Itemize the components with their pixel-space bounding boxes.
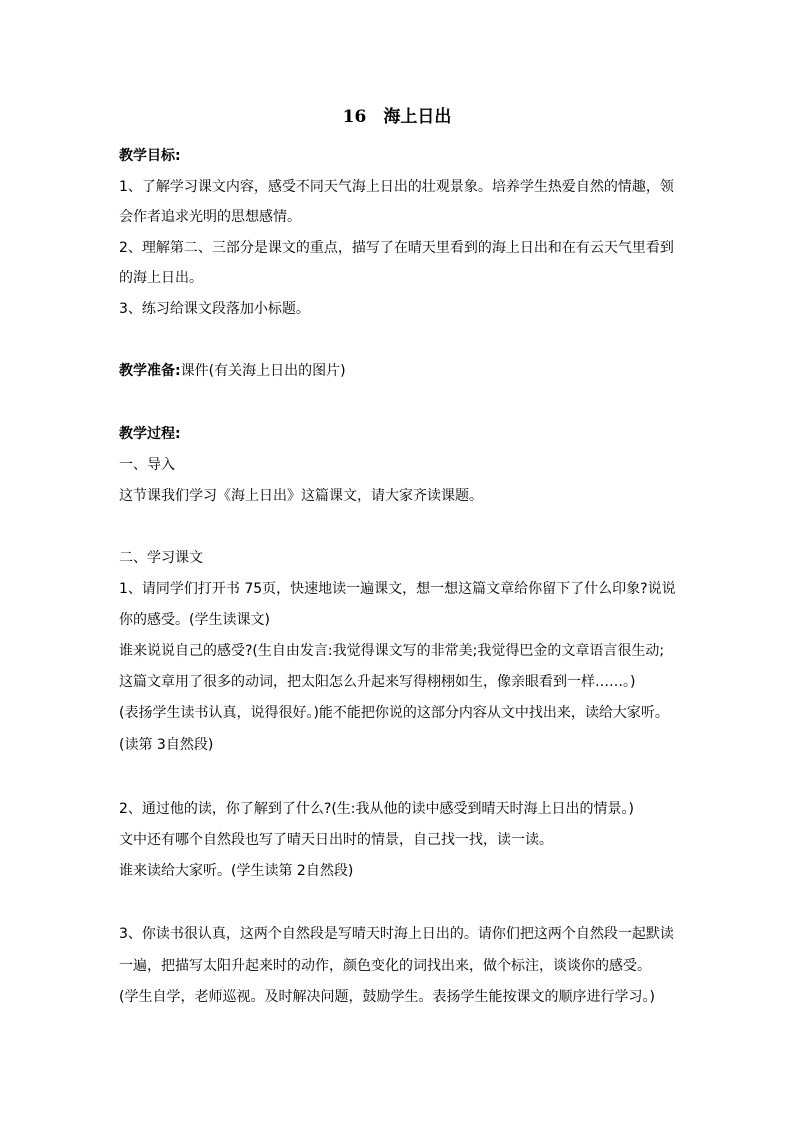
- section-heading-intro: 一、导入: [119, 457, 175, 473]
- step1-line: 谁来说说自己的感受?(生自由发言:我觉得课文写的非常美;我觉得巴金的文章语言很生动;: [119, 643, 665, 659]
- step3-line: 一遍，把描写太阳升起来时的动作，颜色变化的词找出来，做个标注，谈谈你的感受。: [119, 958, 651, 974]
- process-heading: 教学过程:: [119, 426, 181, 442]
- step2-line: 2、通过他的读，你了解到了什么?(生:我从他的读中感受到晴天时海上日出的情景。): [119, 801, 634, 817]
- step1-line: 1、请同学们打开书 75页，快速地读一遍课文，想一想这篇文章给你留下了什么印象?说说: [119, 581, 676, 597]
- objectives-heading: 教学目标:: [119, 148, 181, 164]
- step2-line: 文中还有哪个自然段也写了晴天日出时的情景，自己找一找，读一读。: [119, 832, 553, 848]
- preparation-text: 课件(有关海上日出的图片): [180, 363, 346, 379]
- section-heading-learn: 二、学习课文: [119, 550, 203, 566]
- step1-line: 你的感受。(学生读课文): [119, 612, 270, 628]
- step3-line: (学生自学，老师巡视。及时解决问题，鼓励学生。表扬学生能按课文的顺序进行学习。): [119, 989, 655, 1005]
- intro-text: 这节课我们学习《海上日出》这篇课文，请大家齐读课题。: [119, 488, 483, 504]
- step1-line: (表扬学生读书认真，说得很好。)能不能把你说的这部分内容从文中找出来，读给大家听。: [119, 705, 669, 721]
- step1-line: 这篇文章用了很多的动词，把太阳怎么升起来写得栩栩如生，像亲眼看到一样……。): [119, 674, 636, 690]
- objective-line: 2、理解第二、三部分是课文的重点，描写了在晴天里看到的海上日出和在有云天气里看到: [119, 240, 674, 256]
- preparation-line: [119, 359, 699, 383]
- step3-line: 3、你读书很认真，这两个自然段是写晴天时海上日出的。请你们把这两个自然段一起默读: [119, 926, 674, 942]
- objective-line: 的海上日出。: [119, 270, 203, 286]
- document-title: 16 海上日出: [342, 107, 452, 127]
- step1-line: (读第 3自然段): [119, 737, 214, 753]
- objective-line: 3、练习给课文段落加小标题。: [119, 301, 310, 317]
- step2-line: 谁来读给大家听。(学生读第 2自然段): [119, 863, 354, 879]
- preparation-heading: 教学准备:: [119, 363, 181, 379]
- objective-line: 1、了解学习课文内容，感受不同天气海上日出的壮观景象。培养学生热爱自然的情趣，领: [119, 179, 674, 195]
- objective-line: 会作者追求光明的思想感情。: [119, 209, 301, 225]
